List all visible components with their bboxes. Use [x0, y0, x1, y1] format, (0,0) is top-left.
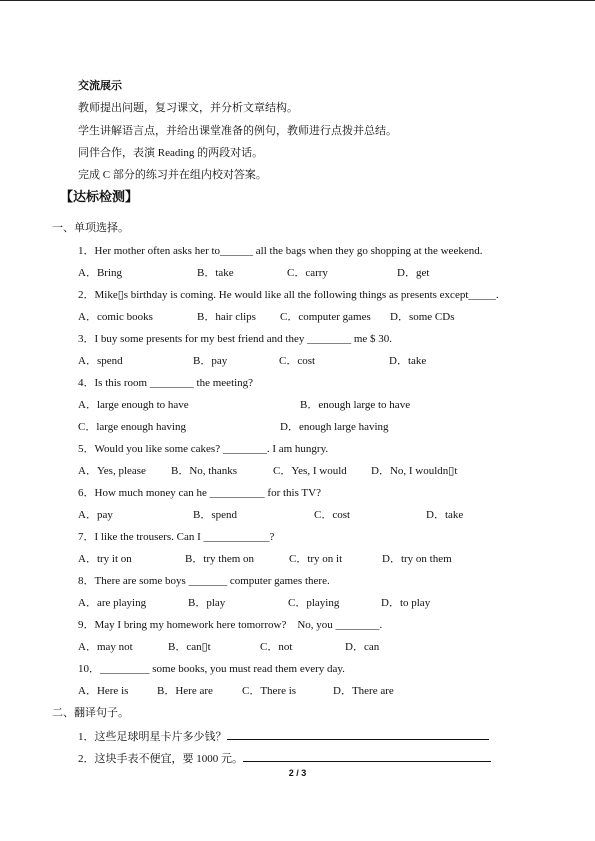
option-d: D．No, I wouldn▯t	[371, 465, 458, 477]
answer-blank[interactable]	[227, 728, 489, 740]
answer-blank[interactable]	[243, 750, 491, 762]
test-title: 【达标检测】	[60, 189, 139, 204]
exchange-title: 交流展示	[78, 80, 122, 92]
option-d: D．take	[389, 355, 427, 367]
option-a: A．are playing	[78, 597, 147, 609]
question-stem: 10．_________ some books, you must read them every day.	[78, 663, 345, 675]
exchange-line: 完成 C 部分的练习并在组内校对答案。	[78, 169, 267, 181]
question-stem: 4．Is this room ________ the meeting?	[78, 377, 254, 389]
page-number: 2 / 3	[288, 768, 307, 778]
option-d: D．some CDs	[390, 311, 455, 323]
option-b: B．enough large to have	[300, 399, 411, 411]
option-a: A．spend	[78, 355, 123, 367]
option-c: C．cost	[314, 509, 351, 521]
option-b: B．No, thanks	[171, 465, 237, 477]
question-stem: 2．Mike▯s birthday is coming. He would like all the following things as presents except_____.	[78, 289, 499, 301]
option-d: D．enough large having	[280, 421, 389, 433]
question-stem: 8．There are some boys _______ computer games there.	[78, 575, 330, 587]
option-d: D．try on them	[382, 553, 452, 565]
exchange-line: 同伴合作，表演 Reading 的两段对话。	[78, 147, 264, 159]
option-a: A．comic books	[78, 311, 153, 323]
option-c: C．playing	[288, 597, 340, 609]
part2-title: 二、翻译句子。	[52, 707, 129, 719]
option-b: B．can▯t	[168, 641, 211, 653]
option-d: D．There are	[333, 685, 394, 697]
question-stem: 9．May I bring my homework here tomorrow? No, you ________.	[78, 619, 383, 631]
option-b: B．pay	[193, 355, 228, 367]
option-d: D．can	[345, 641, 380, 653]
translation-item	[78, 750, 491, 766]
question-stem: 6．How much money can he __________ for this TV?	[78, 487, 321, 499]
option-a: A．pay	[78, 509, 113, 521]
option-a: A．Yes, please	[78, 465, 146, 477]
part1-title: 一、单项选择。	[52, 222, 129, 234]
option-c: C．not	[260, 641, 293, 653]
option-d: D．take	[426, 509, 464, 521]
exchange-line: 教师提出问题，复习课文，并分析文章结构。	[78, 102, 298, 114]
option-a: A．large enough to have	[78, 399, 189, 411]
question-stem: 5．Would you like some cakes? ________. I am hungry.	[78, 443, 329, 455]
option-a: A．Here is	[78, 685, 129, 697]
question-stem: 1．Her mother often asks her to______ all the bags when they go shopping at the weekend.	[78, 245, 483, 257]
option-b: B．spend	[193, 509, 237, 521]
option-a: A．Bring	[78, 267, 122, 279]
option-d: D．get	[397, 267, 430, 279]
option-a: A．may not	[78, 641, 133, 653]
option-b: B．Here are	[157, 685, 213, 697]
translation-prompt: 2．这块手表不便宜，要 1000 元。	[78, 753, 243, 765]
option-b: B．try them on	[185, 553, 255, 565]
option-b: B．hair clips	[197, 311, 256, 323]
exchange-line: 学生讲解语言点，并给出课堂准备的例句，教师进行点拨并总结。	[78, 125, 397, 137]
translation-item	[78, 728, 489, 744]
option-a: A．try it on	[78, 553, 132, 565]
translation-prompt: 1．这些足球明星卡片多少钱？	[78, 731, 227, 743]
option-c: C．carry	[287, 267, 328, 279]
option-c: C．computer games	[280, 311, 371, 323]
option-c: C．There is	[242, 685, 297, 697]
option-b: B．play	[188, 597, 226, 609]
option-b: B．take	[197, 267, 234, 279]
top-border	[0, 0, 595, 1]
option-c: C．cost	[279, 355, 316, 367]
option-c: C．Yes, I would	[273, 465, 347, 477]
option-d: D．to play	[381, 597, 431, 609]
question-stem: 3．I buy some presents for my best friend and they ________ me $ 30.	[78, 333, 393, 345]
option-c: C．try on it	[289, 553, 343, 565]
question-stem: 7．I like the trousers. Can I ____________?	[78, 531, 275, 543]
option-c: C．large enough having	[78, 421, 186, 433]
